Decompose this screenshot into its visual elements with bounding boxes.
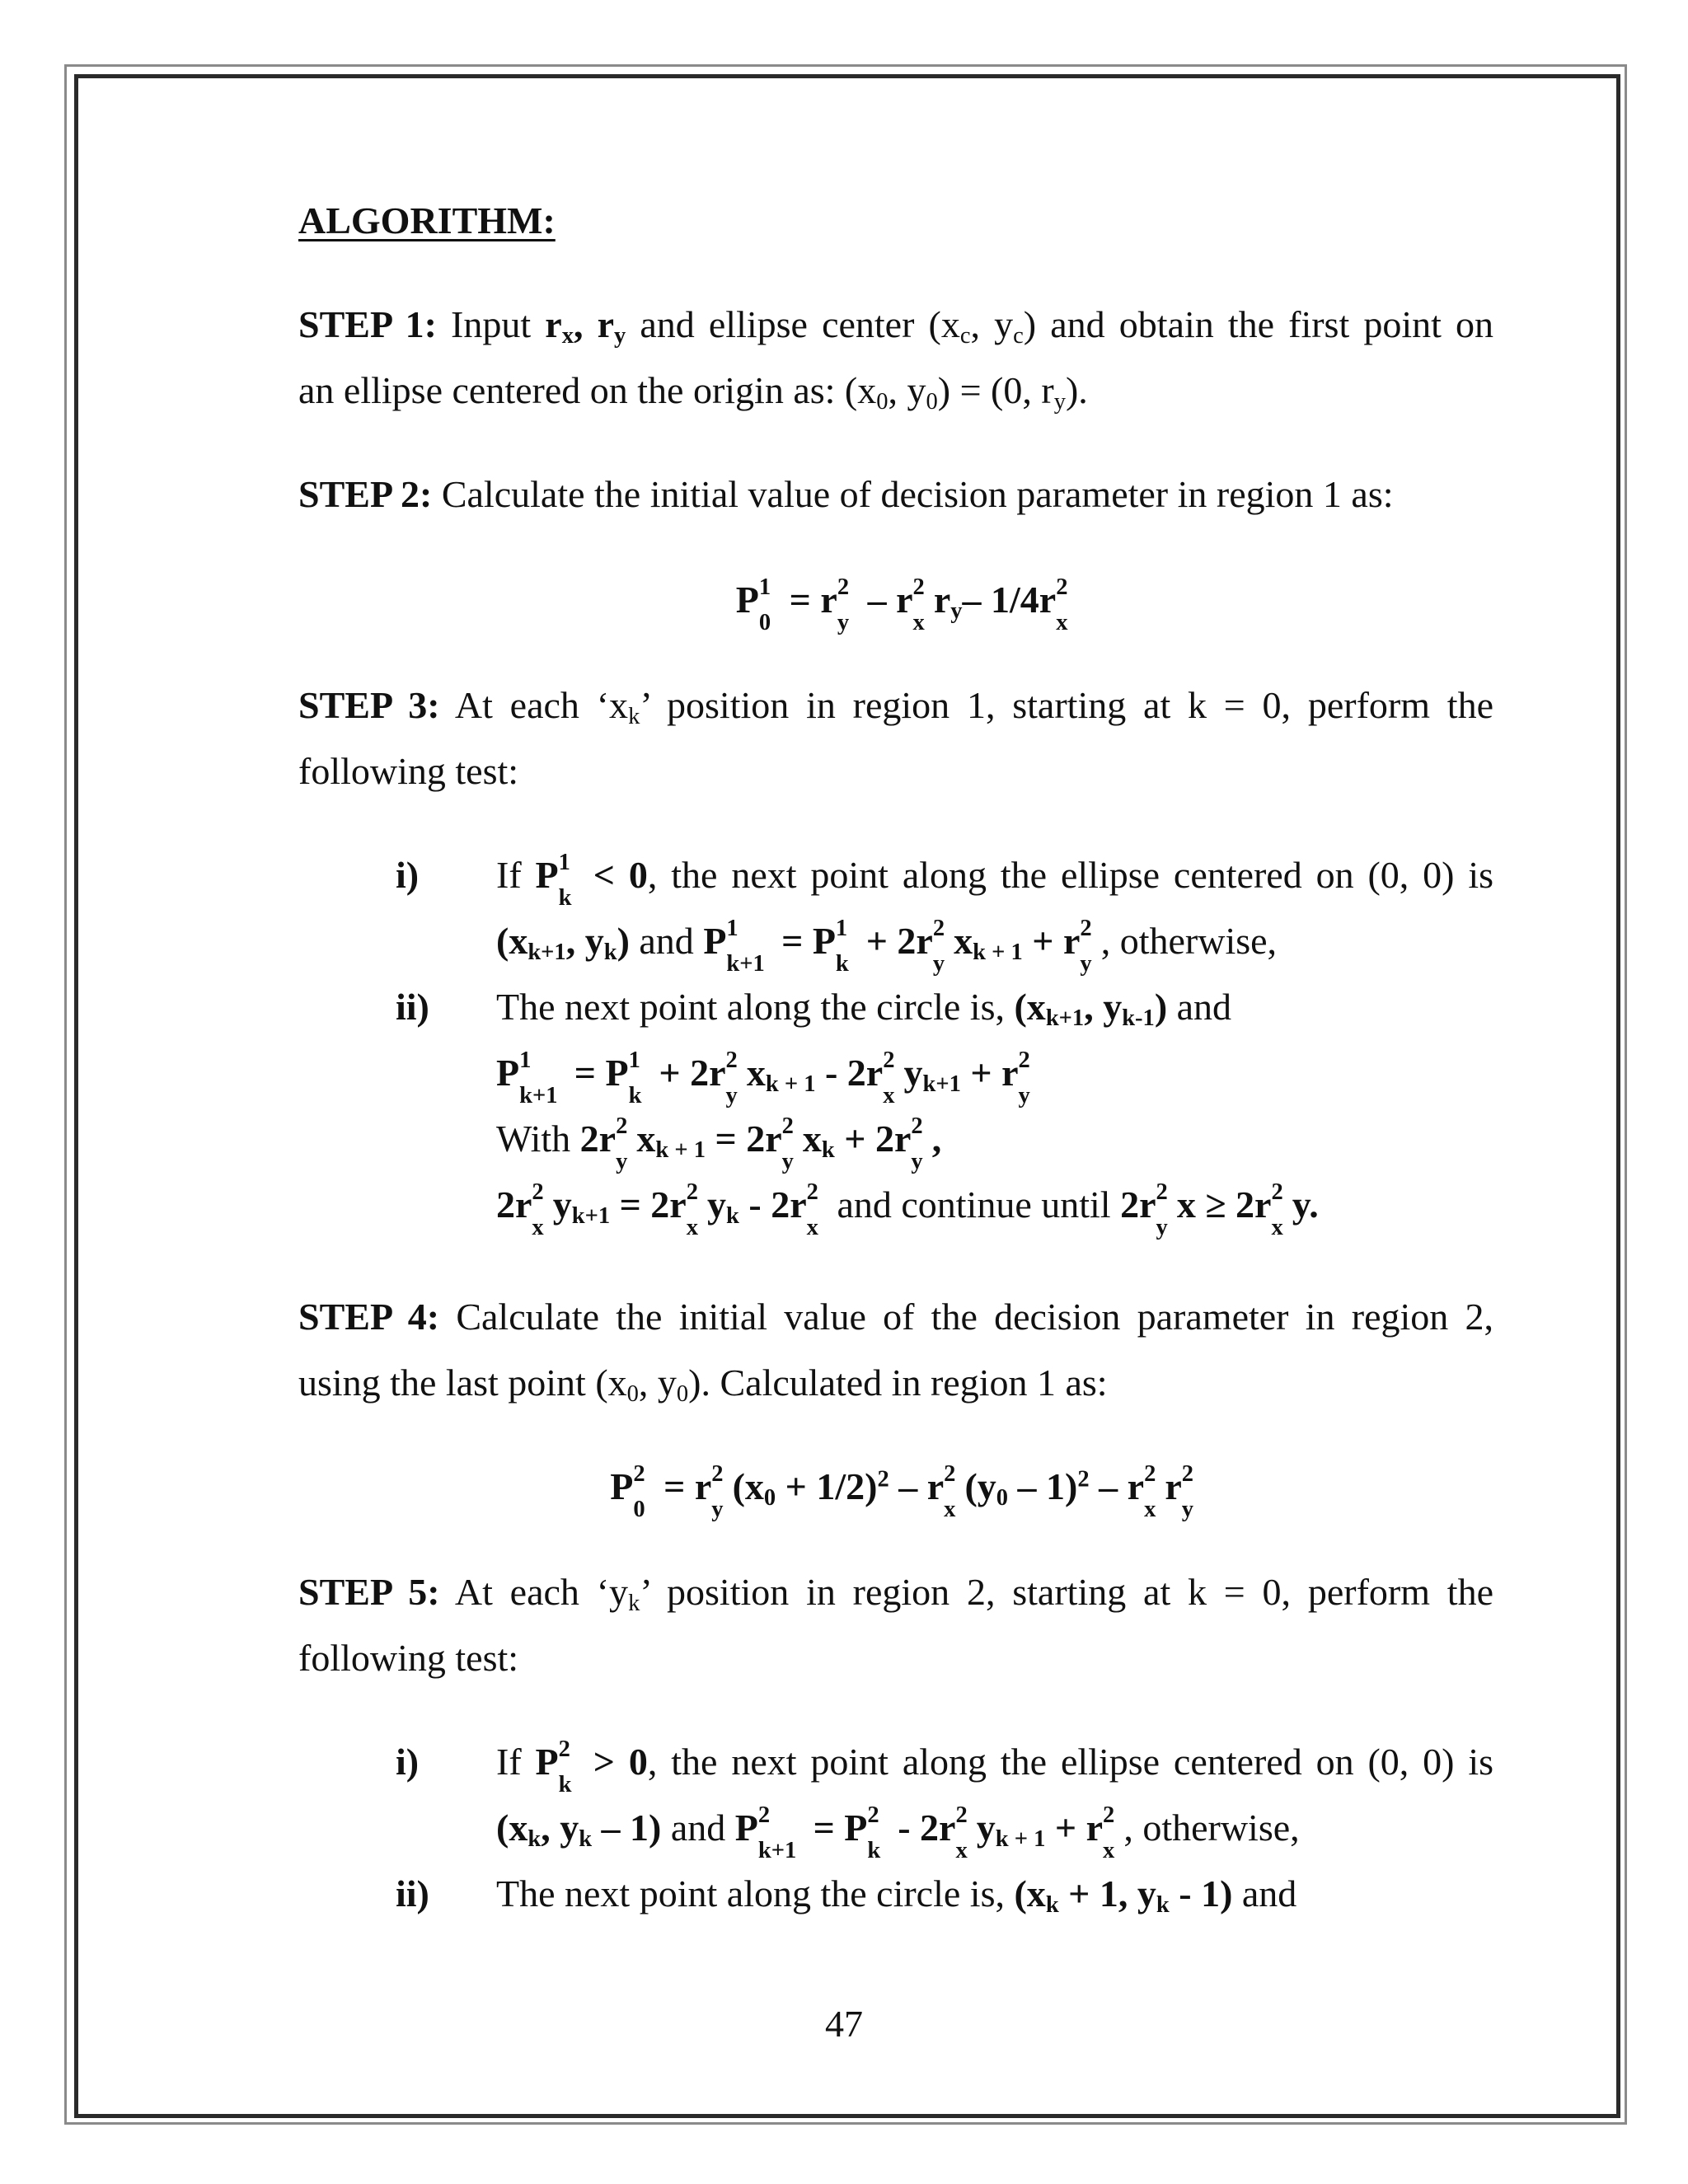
step-2-line: STEP 2: Calculate the initial value of decision parameter in region 1 as:: [298, 473, 1394, 515]
step-4-line-1: STEP 4: Calculate the initial value of the decision parameter in region 2,: [298, 1296, 1494, 1338]
step-2-label: STEP 2:: [298, 473, 433, 515]
region-1-item-ii-line-2: P 1 k+1 = P 1 k + 2r 2 y $x_{k + 1} - 2r$ 2 x $y_{k+1} + r$ 2 y: [496, 1047, 1030, 1108]
step-4-line-2: using the last point ($x_0$, $y_0$). Calculated in region 1 as:: [298, 1361, 1108, 1408]
step-5-line-2: following test:: [298, 1637, 519, 1679]
region-2-item-ii-line-1: The next point along the circle is, ($x_k + 1$, $y_k - 1$) and: [496, 1872, 1297, 1919]
step-1-line-2: an ellipse centered on the origin as: ($x_0$, $y_0) = (0$, $r_y$).: [298, 369, 1088, 415]
formula-region-1: P 1 0 = r 2 y – r 2 x $r_y-$ 1/4r 2 x: [735, 574, 1068, 635]
region-2-item-i-line-2: ($x_k$, $y_k - 1$) and P 2 k+1 = P 2 k - 2r 2 x $y_{k + 1} + r$ 2 x , otherwise,: [496, 1802, 1300, 1863]
region-2-item-i-line-1: If P 2 k > 0, the next point along the ellipse centered on (0, 0) is: [496, 1736, 1494, 1797]
step-5-label: STEP 5:: [298, 1571, 440, 1613]
algorithm-heading: ALGORITHM:: [298, 199, 556, 241]
region-1-item-i-line-1: If P 1 k < 0, the next point along the ellipse centered on (0, 0) is: [496, 850, 1494, 911]
region-1-item-i-line-2: ($x_{k+1}$, $y_k$) and P 1 k+1 = P 1 k + 2r 2 y $x_{k + 1} + r$ 2 y , otherwise,: [496, 916, 1278, 977]
step-3-line-1: STEP 3: At each ‘$x_k$’ position in region 1, starting at k = 0, perform the: [298, 684, 1493, 730]
step-1-line-1: STEP 1: Input $r_x$, $r_y$ and ellipse center ($x_c$, $y_c$) and obtain the first point on: [298, 303, 1494, 349]
formula-region-2: P 2 0 = r 2 y $(x_0 + 1/2)^2 - r$ 2 x $(y_0 - 1)^2$ – r 2 x r 2 y: [610, 1461, 1194, 1522]
region-1-item-i-marker: i): [396, 854, 420, 896]
step-3-line-2: following test:: [298, 750, 519, 792]
region-2-item-ii-marker: ii): [396, 1872, 429, 1915]
region-2-item-i-marker: i): [396, 1741, 420, 1783]
step-3-label: STEP 3:: [298, 684, 440, 726]
region-1-item-ii-line-4: 2r 2 x $y_{k+1} = 2r$ 2 x $y_k - 2r$ 2 x and continue until 2r 2 y x ≥ 2r 2 x y.: [496, 1179, 1319, 1240]
step-1-label: STEP 1:: [298, 303, 437, 345]
step-5-line-1: STEP 5: At each ‘$y_k$’ position in region 2, starting at k = 0, perform the: [298, 1571, 1493, 1617]
region-1-item-ii-marker: ii): [396, 986, 429, 1028]
step-4-label: STEP 4:: [298, 1296, 440, 1338]
region-1-item-ii-line-1: The next point along the circle is, ($x_{k+1}$, $y_{k-1}$) and: [496, 986, 1232, 1032]
region-1-item-ii-line-3: With 2r 2 y $x_{k + 1} = 2r$ 2 y $x_k + 2r$ 2 y ,: [496, 1113, 942, 1174]
page-number: 47: [825, 2003, 863, 2045]
